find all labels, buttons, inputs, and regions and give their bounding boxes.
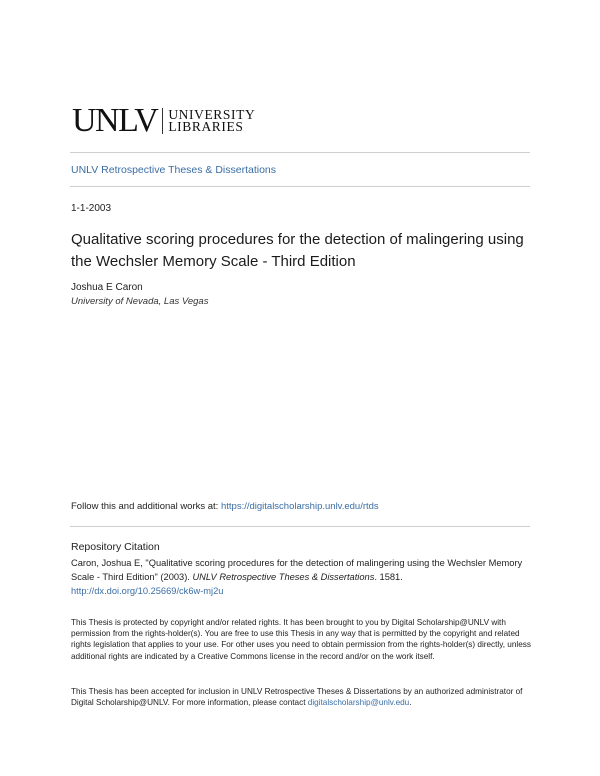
rights-statement: This Thesis is protected by copyright and/or related rights. It has been brought to you by Digital Scholarship@UNLV with permission from the rights-holder(s). You are free to use this Thesis in any way that is permitted by the copyright and related rights legislation that applies to your use. For other uses you need to obtain permission from the rights-holder(s) directly, unless additional rights are indicated by a Creative Commons license in the record and/or on the work itself.: [71, 618, 531, 661]
logo-subtitle-line2: LIBRARIES: [168, 119, 244, 134]
citation-number: . 1581.: [374, 572, 403, 582]
citation-body: Caron, Joshua E, "Qualitative scoring procedures for the detection of malingering using the Wechsler Memory Scale - Third Edition" (2003).: [71, 558, 523, 582]
citation-text: [71, 556, 541, 598]
publication-date: 1-1-2003: [71, 203, 112, 214]
citation-journal: UNLV Retrospective Theses & Dissertations: [192, 572, 375, 582]
logo-subtitle-line1: UNIVERSITY: [168, 107, 256, 122]
acceptance-statement: [71, 686, 541, 708]
author-name: Joshua E Caron: [71, 282, 143, 293]
acceptance-text: This Thesis has been accepted for inclusion in UNLV Retrospective Theses & Dissertations by an authorized administrator of Digital Scholarship@UNLV. For more information, please contact: [71, 687, 523, 708]
follow-line: [71, 501, 379, 512]
repository-citation-heading: Repository Citation: [71, 541, 160, 553]
unlv-libraries-logo: [72, 102, 256, 139]
logo-divider: [162, 108, 163, 134]
divider-series: [70, 186, 530, 187]
doi-link[interactable]: http://dx.doi.org/10.25669/ck6w-mj2u: [71, 586, 224, 596]
follow-url-link[interactable]: https://digitalscholarship.unlv.edu/rtds: [220, 501, 379, 512]
follow-prefix: Follow this and additional works at:: [71, 501, 221, 512]
author-affiliation: University of Nevada, Las Vegas: [71, 296, 209, 307]
document-title: Qualitative scoring procedures for the detection of malingering using the Wechsler Memory Scale - Third Edition: [71, 231, 524, 270]
logo-subtitle: [168, 109, 255, 133]
series-link[interactable]: UNLV Retrospective Theses & Dissertations: [71, 164, 277, 176]
contact-email-link[interactable]: digitalscholarship@unlv.edu: [307, 698, 410, 708]
acceptance-end: .: [409, 698, 412, 708]
divider-top: [70, 152, 530, 153]
logo-unlv-text: UNLV: [72, 102, 158, 139]
divider-follow: [70, 526, 530, 527]
